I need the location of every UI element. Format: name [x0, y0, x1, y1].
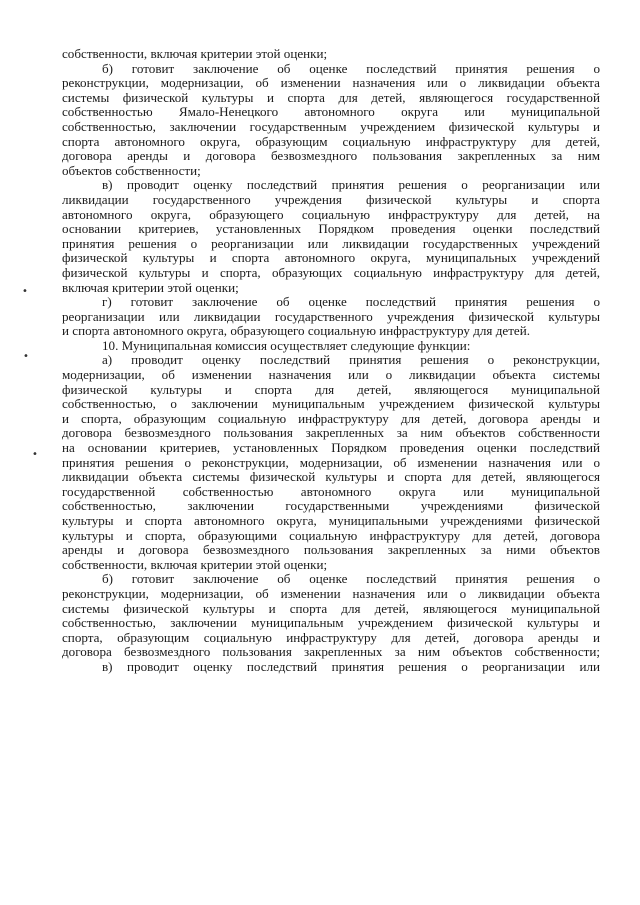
- text-line: в) проводит оценку последствий принятия решения о реорганизации или: [102, 659, 600, 674]
- text-line: реорганизации или ликвидации государственного учреждения физической культуры: [62, 309, 600, 324]
- text-line: договора безвозмездного пользования закрепленных за ним объектов собственности;: [62, 645, 600, 660]
- scan-speck-mark: •: [23, 351, 29, 362]
- text-line: системы физической культуры и спорта для детей, являющегося муниципальной: [62, 601, 600, 616]
- text-line: ликвидации государственного учреждения физической культуры и спорта: [62, 192, 600, 207]
- text-line: б) готовит заключение об оценке последствий принятия решения о: [102, 61, 600, 76]
- text-line: договора безвозмездного пользования закрепленных за ним объектов собственности: [62, 426, 600, 441]
- text-line: и спорта автономного округа, образующего социальную инфраструктуру для детей.: [62, 324, 531, 339]
- text-line: собственности, включая критерии этой оценки;: [62, 47, 328, 61]
- text-line: собственностью, заключении муниципальным учреждением физической культуры и: [62, 616, 600, 631]
- text-line: а) проводит оценку последствий принятия решения о реконструкции,: [102, 353, 600, 368]
- text-line: в) проводит оценку последствий принятия решения о реорганизации или: [102, 178, 600, 193]
- text-line: аренды и договора безвозмездного пользования закрепленных за ними объектов: [62, 543, 600, 558]
- text-line: реконструкции, модернизации, об изменении назначения или о ликвидации объекта: [62, 586, 600, 601]
- text-line: физической культуры и спорта, образующих социальную инфраструктуру для детей,: [62, 265, 600, 280]
- text-line: модернизации, об изменении назначения или о ликвидации объекта системы: [62, 368, 600, 383]
- text-line: системы физической культуры и спорта для детей, являющегося государственной: [62, 90, 600, 105]
- text-line: собственностью, о заключении муниципальным учреждением физической культуры: [62, 397, 600, 412]
- text-line: реконструкции, модернизации, об изменении назначения или о ликвидации объекта: [62, 76, 600, 91]
- text-line: договора аренды и договора безвозмездного пользования закрепленных за ним: [62, 149, 600, 164]
- text-line: государственной собственностью автономного округа или муниципальной: [62, 484, 600, 499]
- text-line: и спорта, образующим социальную инфраструктуру для детей, договора аренды и: [62, 411, 600, 426]
- text-line: культуры и спорта автономного округа, муниципальными учреждениями физической: [62, 514, 600, 528]
- text-line: собственностью, заключении государственными учреждениями физической: [62, 499, 600, 514]
- text-line: принятия решения о реконструкции, модернизации, об изменении назначения или о: [62, 455, 600, 470]
- document-body: [62, 47, 600, 675]
- text-line: ликвидации объекта системы физической культуры и спорта для детей, являющегося: [62, 470, 600, 485]
- text-line: физической культуры и спорта автономного округа, муниципальных учреждений: [62, 251, 600, 266]
- text-line: основании критериев, установленных Порядком проведения оценки последствий: [62, 222, 600, 237]
- text-line: б) готовит заключение об оценке последствий принятия решения о: [102, 572, 600, 587]
- text-line: собственностью Ямало-Ненецкого автономного округа или муниципальной: [62, 105, 600, 120]
- scan-speck-mark: •: [22, 286, 28, 297]
- text-line: автономного округа, образующего социальную инфраструктуру для детей, на: [62, 207, 600, 222]
- text-line: включая критерии этой оценки;: [62, 280, 239, 295]
- text-line: спорта, образующим социальную инфраструктуру для детей, договора аренды и: [62, 630, 600, 645]
- text-line: спорта автономного округа, образующим социальную инфраструктуру для детей,: [62, 134, 600, 149]
- text-line: на основании критериев, установленных Порядком проведения оценки последствий: [62, 441, 600, 456]
- text-line: г) готовит заключение об оценке последствий принятия решения о: [102, 295, 600, 310]
- text-line: собственности, включая критерии этой оценки;: [62, 557, 328, 572]
- text-line: 10. Муниципальная комиссия осуществляет следующие функции:: [102, 338, 471, 353]
- text-line: физической культуры и спорта для детей, являющегося муниципальной: [62, 382, 600, 397]
- text-line: объектов собственности;: [62, 163, 201, 178]
- scan-speck-mark: •: [32, 449, 38, 460]
- text-line: собственностью, заключении государственным учреждением физической культуры и: [62, 119, 600, 134]
- text-line: принятия решения о реорганизации или ликвидации государственных учреждений: [62, 236, 600, 251]
- text-line: культуры и спорта, образующими социальную инфраструктуру для детей, договора: [62, 528, 600, 543]
